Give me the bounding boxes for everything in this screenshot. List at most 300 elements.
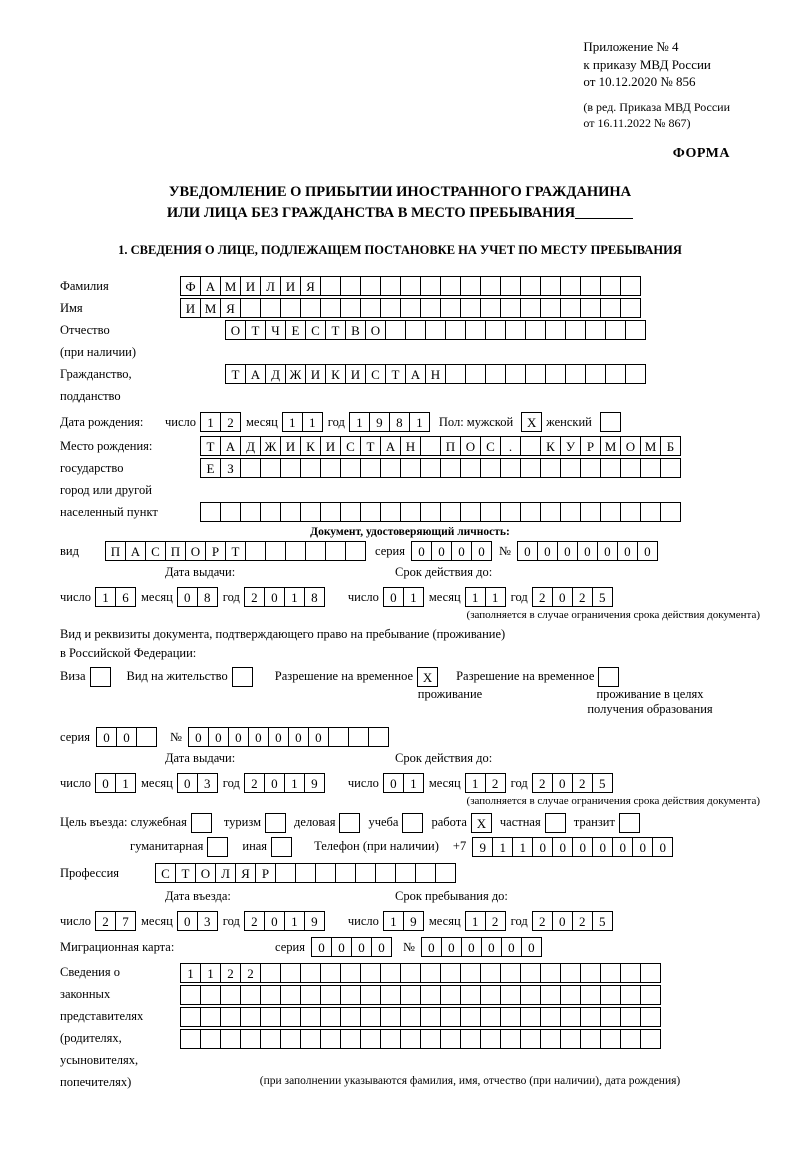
char-cell[interactable]: Л bbox=[260, 276, 281, 296]
birth-month-input[interactable] bbox=[282, 412, 322, 432]
char-cell[interactable] bbox=[440, 298, 461, 318]
char-cell[interactable]: 0 bbox=[441, 937, 462, 957]
char-cell[interactable]: 0 bbox=[371, 937, 392, 957]
char-cell[interactable]: 1 bbox=[465, 773, 486, 793]
char-cell[interactable] bbox=[460, 298, 481, 318]
permit-issue-month-input[interactable] bbox=[177, 773, 217, 793]
char-cell[interactable] bbox=[625, 364, 646, 384]
char-cell[interactable] bbox=[320, 985, 341, 1005]
char-cell[interactable]: 9 bbox=[304, 773, 325, 793]
char-cell[interactable]: 9 bbox=[369, 412, 390, 432]
birthplace-line-3-input[interactable] bbox=[200, 502, 680, 522]
char-cell[interactable] bbox=[640, 963, 661, 983]
char-cell[interactable]: 1 bbox=[383, 911, 404, 931]
char-cell[interactable] bbox=[545, 320, 566, 340]
char-cell[interactable] bbox=[380, 502, 401, 522]
char-cell[interactable] bbox=[240, 1029, 261, 1049]
char-cell[interactable]: 0 bbox=[95, 773, 116, 793]
char-cell[interactable] bbox=[520, 1029, 541, 1049]
char-cell[interactable] bbox=[625, 320, 646, 340]
legal-rep-line-3-input[interactable] bbox=[180, 1007, 660, 1027]
char-cell[interactable] bbox=[420, 502, 441, 522]
char-cell[interactable]: 0 bbox=[532, 837, 553, 857]
char-cell[interactable] bbox=[500, 276, 521, 296]
char-cell[interactable]: 0 bbox=[331, 937, 352, 957]
char-cell[interactable]: А bbox=[405, 364, 426, 384]
char-cell[interactable]: 0 bbox=[572, 837, 593, 857]
char-cell[interactable]: О bbox=[195, 863, 216, 883]
char-cell[interactable]: Р bbox=[255, 863, 276, 883]
char-cell[interactable]: В bbox=[345, 320, 366, 340]
char-cell[interactable] bbox=[560, 1007, 581, 1027]
char-cell[interactable]: 0 bbox=[521, 937, 542, 957]
char-cell[interactable]: 0 bbox=[96, 727, 117, 747]
char-cell[interactable]: М bbox=[600, 436, 621, 456]
char-cell[interactable] bbox=[260, 458, 281, 478]
char-cell[interactable]: 7 bbox=[115, 911, 136, 931]
char-cell[interactable]: 2 bbox=[220, 963, 241, 983]
char-cell[interactable] bbox=[580, 458, 601, 478]
char-cell[interactable]: 2 bbox=[485, 911, 506, 931]
char-cell[interactable]: 1 bbox=[200, 963, 221, 983]
char-cell[interactable]: С bbox=[145, 541, 166, 561]
char-cell[interactable]: 0 bbox=[552, 837, 573, 857]
char-cell[interactable]: 0 bbox=[268, 727, 289, 747]
char-cell[interactable]: Т bbox=[225, 364, 246, 384]
char-cell[interactable]: Т bbox=[225, 541, 246, 561]
legal-rep-line-4-input[interactable] bbox=[180, 1029, 660, 1049]
char-cell[interactable] bbox=[340, 1007, 361, 1027]
char-cell[interactable] bbox=[440, 276, 461, 296]
purpose-tourism-checkbox[interactable] bbox=[265, 813, 286, 833]
char-cell[interactable]: 0 bbox=[552, 587, 573, 607]
char-cell[interactable]: 2 bbox=[572, 587, 593, 607]
char-cell[interactable] bbox=[260, 502, 281, 522]
char-cell[interactable]: 0 bbox=[637, 541, 658, 561]
char-cell[interactable]: С bbox=[480, 436, 501, 456]
char-cell[interactable] bbox=[605, 320, 626, 340]
char-cell[interactable]: 1 bbox=[284, 773, 305, 793]
patronymic-input[interactable] bbox=[225, 320, 645, 340]
mc-number-input[interactable] bbox=[421, 937, 541, 957]
char-cell[interactable]: 8 bbox=[389, 412, 410, 432]
char-cell[interactable]: 2 bbox=[572, 911, 593, 931]
char-cell[interactable] bbox=[600, 298, 621, 318]
purpose-transit-checkbox[interactable] bbox=[619, 813, 640, 833]
char-cell[interactable]: 3 bbox=[197, 773, 218, 793]
char-cell[interactable]: Ч bbox=[265, 320, 286, 340]
char-cell[interactable] bbox=[620, 502, 641, 522]
char-cell[interactable]: О bbox=[620, 436, 641, 456]
char-cell[interactable]: 0 bbox=[411, 541, 432, 561]
char-cell[interactable] bbox=[420, 458, 441, 478]
char-cell[interactable]: Н bbox=[425, 364, 446, 384]
char-cell[interactable] bbox=[340, 458, 361, 478]
char-cell[interactable]: 1 bbox=[284, 587, 305, 607]
residence-permit-checkbox[interactable] bbox=[232, 667, 253, 687]
char-cell[interactable]: Е bbox=[200, 458, 221, 478]
char-cell[interactable]: 0 bbox=[228, 727, 249, 747]
char-cell[interactable] bbox=[348, 727, 369, 747]
char-cell[interactable] bbox=[240, 1007, 261, 1027]
char-cell[interactable] bbox=[300, 1029, 321, 1049]
char-cell[interactable] bbox=[440, 502, 461, 522]
char-cell[interactable] bbox=[360, 276, 381, 296]
char-cell[interactable] bbox=[420, 963, 441, 983]
char-cell[interactable] bbox=[420, 985, 441, 1005]
purpose-work-checkbox[interactable]: X bbox=[471, 813, 492, 833]
char-cell[interactable] bbox=[325, 541, 346, 561]
char-cell[interactable]: 2 bbox=[244, 773, 265, 793]
char-cell[interactable]: 2 bbox=[572, 773, 593, 793]
char-cell[interactable] bbox=[640, 985, 661, 1005]
char-cell[interactable] bbox=[440, 985, 461, 1005]
char-cell[interactable] bbox=[500, 502, 521, 522]
char-cell[interactable] bbox=[400, 458, 421, 478]
char-cell[interactable] bbox=[500, 963, 521, 983]
char-cell[interactable]: 2 bbox=[532, 773, 553, 793]
visa-checkbox[interactable] bbox=[90, 667, 111, 687]
char-cell[interactable]: 0 bbox=[421, 937, 442, 957]
char-cell[interactable] bbox=[340, 985, 361, 1005]
char-cell[interactable]: К bbox=[540, 436, 561, 456]
char-cell[interactable]: 0 bbox=[383, 773, 404, 793]
char-cell[interactable]: С bbox=[305, 320, 326, 340]
char-cell[interactable]: 0 bbox=[617, 541, 638, 561]
char-cell[interactable]: 1 bbox=[200, 412, 221, 432]
char-cell[interactable]: И bbox=[180, 298, 201, 318]
char-cell[interactable]: 0 bbox=[557, 541, 578, 561]
char-cell[interactable] bbox=[300, 985, 321, 1005]
char-cell[interactable]: 0 bbox=[552, 773, 573, 793]
char-cell[interactable]: А bbox=[220, 436, 241, 456]
char-cell[interactable] bbox=[420, 276, 441, 296]
char-cell[interactable]: 6 bbox=[115, 587, 136, 607]
doc-valid-day-input[interactable] bbox=[383, 587, 423, 607]
char-cell[interactable] bbox=[520, 436, 541, 456]
char-cell[interactable]: А bbox=[380, 436, 401, 456]
char-cell[interactable] bbox=[565, 320, 586, 340]
char-cell[interactable]: 0 bbox=[351, 937, 372, 957]
char-cell[interactable] bbox=[560, 458, 581, 478]
char-cell[interactable] bbox=[600, 502, 621, 522]
char-cell[interactable] bbox=[620, 458, 641, 478]
char-cell[interactable]: 0 bbox=[577, 541, 598, 561]
char-cell[interactable] bbox=[640, 458, 661, 478]
doc-series-input[interactable] bbox=[411, 541, 491, 561]
char-cell[interactable] bbox=[380, 1007, 401, 1027]
permit-valid-day-input[interactable] bbox=[383, 773, 423, 793]
char-cell[interactable] bbox=[520, 502, 541, 522]
doc-number-input[interactable] bbox=[517, 541, 657, 561]
char-cell[interactable]: П bbox=[440, 436, 461, 456]
char-cell[interactable] bbox=[560, 502, 581, 522]
char-cell[interactable] bbox=[380, 1029, 401, 1049]
char-cell[interactable]: Я bbox=[235, 863, 256, 883]
entry-year-input[interactable] bbox=[244, 911, 324, 931]
char-cell[interactable] bbox=[405, 320, 426, 340]
char-cell[interactable]: 1 bbox=[492, 837, 513, 857]
birth-year-input[interactable] bbox=[349, 412, 429, 432]
char-cell[interactable]: М bbox=[640, 436, 661, 456]
char-cell[interactable] bbox=[520, 963, 541, 983]
char-cell[interactable] bbox=[540, 502, 561, 522]
char-cell[interactable]: 9 bbox=[472, 837, 493, 857]
char-cell[interactable]: 0 bbox=[431, 541, 452, 561]
char-cell[interactable] bbox=[480, 963, 501, 983]
char-cell[interactable] bbox=[340, 298, 361, 318]
name-input[interactable] bbox=[180, 298, 640, 318]
char-cell[interactable] bbox=[525, 320, 546, 340]
char-cell[interactable] bbox=[300, 298, 321, 318]
char-cell[interactable] bbox=[200, 1007, 221, 1027]
char-cell[interactable] bbox=[520, 298, 541, 318]
char-cell[interactable]: М bbox=[220, 276, 241, 296]
char-cell[interactable] bbox=[505, 320, 526, 340]
char-cell[interactable] bbox=[465, 320, 486, 340]
permit-issue-year-input[interactable] bbox=[244, 773, 324, 793]
char-cell[interactable]: 0 bbox=[652, 837, 673, 857]
char-cell[interactable] bbox=[485, 364, 506, 384]
doc-issue-day-input[interactable] bbox=[95, 587, 135, 607]
stay-month-input[interactable] bbox=[465, 911, 505, 931]
char-cell[interactable] bbox=[380, 298, 401, 318]
char-cell[interactable]: Ф bbox=[180, 276, 201, 296]
char-cell[interactable] bbox=[395, 863, 416, 883]
char-cell[interactable]: 2 bbox=[240, 963, 261, 983]
char-cell[interactable]: Т bbox=[245, 320, 266, 340]
char-cell[interactable] bbox=[485, 320, 506, 340]
char-cell[interactable]: 0 bbox=[481, 937, 502, 957]
purpose-other-checkbox[interactable] bbox=[271, 837, 292, 857]
char-cell[interactable] bbox=[320, 963, 341, 983]
char-cell[interactable]: 2 bbox=[532, 911, 553, 931]
char-cell[interactable] bbox=[460, 1029, 481, 1049]
char-cell[interactable] bbox=[440, 1029, 461, 1049]
char-cell[interactable] bbox=[500, 985, 521, 1005]
char-cell[interactable] bbox=[660, 458, 681, 478]
char-cell[interactable]: 0 bbox=[501, 937, 522, 957]
char-cell[interactable] bbox=[640, 502, 661, 522]
char-cell[interactable] bbox=[280, 1029, 301, 1049]
char-cell[interactable] bbox=[460, 1007, 481, 1027]
char-cell[interactable]: 0 bbox=[451, 541, 472, 561]
char-cell[interactable] bbox=[565, 364, 586, 384]
char-cell[interactable]: И bbox=[240, 276, 261, 296]
phone-input[interactable] bbox=[472, 837, 672, 857]
char-cell[interactable] bbox=[180, 1007, 201, 1027]
char-cell[interactable] bbox=[525, 364, 546, 384]
char-cell[interactable] bbox=[600, 963, 621, 983]
birth-day-input[interactable] bbox=[200, 412, 240, 432]
char-cell[interactable] bbox=[600, 1029, 621, 1049]
char-cell[interactable] bbox=[260, 1007, 281, 1027]
char-cell[interactable]: 1 bbox=[512, 837, 533, 857]
char-cell[interactable] bbox=[385, 320, 406, 340]
char-cell[interactable]: 1 bbox=[284, 911, 305, 931]
char-cell[interactable]: 2 bbox=[95, 911, 116, 931]
char-cell[interactable] bbox=[380, 276, 401, 296]
char-cell[interactable] bbox=[620, 1007, 641, 1027]
char-cell[interactable] bbox=[415, 863, 436, 883]
char-cell[interactable] bbox=[340, 963, 361, 983]
char-cell[interactable] bbox=[360, 1029, 381, 1049]
purpose-service-checkbox[interactable] bbox=[191, 813, 212, 833]
char-cell[interactable] bbox=[560, 963, 581, 983]
char-cell[interactable]: О bbox=[365, 320, 386, 340]
char-cell[interactable]: О bbox=[185, 541, 206, 561]
char-cell[interactable]: Ж bbox=[285, 364, 306, 384]
char-cell[interactable]: 0 bbox=[177, 911, 198, 931]
char-cell[interactable] bbox=[220, 1007, 241, 1027]
char-cell[interactable]: 1 bbox=[180, 963, 201, 983]
char-cell[interactable]: 3 bbox=[197, 911, 218, 931]
char-cell[interactable] bbox=[240, 458, 261, 478]
temp-residence-checkbox[interactable]: X bbox=[417, 667, 438, 687]
char-cell[interactable]: 2 bbox=[244, 911, 265, 931]
char-cell[interactable] bbox=[420, 1007, 441, 1027]
char-cell[interactable] bbox=[540, 276, 561, 296]
char-cell[interactable]: Т bbox=[325, 320, 346, 340]
purpose-private-checkbox[interactable] bbox=[545, 813, 566, 833]
char-cell[interactable]: 1 bbox=[403, 587, 424, 607]
permit-issue-day-input[interactable] bbox=[95, 773, 135, 793]
char-cell[interactable] bbox=[380, 963, 401, 983]
char-cell[interactable] bbox=[275, 863, 296, 883]
char-cell[interactable] bbox=[400, 985, 421, 1005]
purpose-study-checkbox[interactable] bbox=[402, 813, 423, 833]
char-cell[interactable]: Д bbox=[265, 364, 286, 384]
char-cell[interactable] bbox=[540, 298, 561, 318]
char-cell[interactable] bbox=[285, 541, 306, 561]
char-cell[interactable] bbox=[180, 985, 201, 1005]
doc-valid-year-input[interactable] bbox=[532, 587, 612, 607]
char-cell[interactable]: 0 bbox=[597, 541, 618, 561]
char-cell[interactable] bbox=[400, 1029, 421, 1049]
char-cell[interactable]: 0 bbox=[177, 587, 198, 607]
char-cell[interactable]: 9 bbox=[304, 911, 325, 931]
char-cell[interactable]: 1 bbox=[409, 412, 430, 432]
char-cell[interactable] bbox=[320, 458, 341, 478]
char-cell[interactable] bbox=[605, 364, 626, 384]
char-cell[interactable]: С bbox=[155, 863, 176, 883]
char-cell[interactable] bbox=[340, 276, 361, 296]
char-cell[interactable] bbox=[300, 1007, 321, 1027]
char-cell[interactable] bbox=[465, 364, 486, 384]
char-cell[interactable] bbox=[560, 1029, 581, 1049]
char-cell[interactable]: Т bbox=[385, 364, 406, 384]
char-cell[interactable]: А bbox=[245, 364, 266, 384]
char-cell[interactable]: 0 bbox=[632, 837, 653, 857]
char-cell[interactable]: С bbox=[340, 436, 361, 456]
char-cell[interactable] bbox=[280, 985, 301, 1005]
char-cell[interactable]: М bbox=[200, 298, 221, 318]
char-cell[interactable]: Р bbox=[205, 541, 226, 561]
stay-day-input[interactable] bbox=[383, 911, 423, 931]
char-cell[interactable]: 1 bbox=[302, 412, 323, 432]
char-cell[interactable] bbox=[540, 1007, 561, 1027]
char-cell[interactable] bbox=[520, 985, 541, 1005]
char-cell[interactable]: П bbox=[105, 541, 126, 561]
char-cell[interactable] bbox=[280, 963, 301, 983]
char-cell[interactable] bbox=[220, 1029, 241, 1049]
char-cell[interactable] bbox=[600, 276, 621, 296]
char-cell[interactable] bbox=[368, 727, 389, 747]
char-cell[interactable] bbox=[280, 502, 301, 522]
char-cell[interactable] bbox=[545, 364, 566, 384]
permit-series-input[interactable] bbox=[96, 727, 156, 747]
char-cell[interactable] bbox=[600, 1007, 621, 1027]
char-cell[interactable]: 5 bbox=[592, 773, 613, 793]
char-cell[interactable] bbox=[580, 1029, 601, 1049]
char-cell[interactable]: Л bbox=[215, 863, 236, 883]
char-cell[interactable]: У bbox=[560, 436, 581, 456]
char-cell[interactable] bbox=[425, 320, 446, 340]
char-cell[interactable] bbox=[480, 1029, 501, 1049]
char-cell[interactable] bbox=[640, 1007, 661, 1027]
char-cell[interactable] bbox=[300, 502, 321, 522]
char-cell[interactable]: О bbox=[460, 436, 481, 456]
char-cell[interactable]: 0 bbox=[264, 911, 285, 931]
char-cell[interactable]: Е bbox=[285, 320, 306, 340]
char-cell[interactable] bbox=[500, 458, 521, 478]
birthplace-line-1-input[interactable] bbox=[200, 436, 680, 456]
char-cell[interactable] bbox=[400, 298, 421, 318]
char-cell[interactable] bbox=[560, 276, 581, 296]
char-cell[interactable] bbox=[600, 458, 621, 478]
char-cell[interactable]: Б bbox=[660, 436, 681, 456]
char-cell[interactable]: Т bbox=[175, 863, 196, 883]
char-cell[interactable] bbox=[320, 298, 341, 318]
char-cell[interactable] bbox=[580, 298, 601, 318]
char-cell[interactable] bbox=[136, 727, 157, 747]
char-cell[interactable]: 5 bbox=[592, 587, 613, 607]
char-cell[interactable] bbox=[360, 963, 381, 983]
char-cell[interactable] bbox=[560, 985, 581, 1005]
purpose-business-checkbox[interactable] bbox=[339, 813, 360, 833]
char-cell[interactable] bbox=[480, 276, 501, 296]
char-cell[interactable] bbox=[400, 502, 421, 522]
char-cell[interactable] bbox=[400, 1007, 421, 1027]
char-cell[interactable] bbox=[460, 963, 481, 983]
mc-series-input[interactable] bbox=[311, 937, 391, 957]
char-cell[interactable] bbox=[440, 458, 461, 478]
legal-rep-line-2-input[interactable] bbox=[180, 985, 660, 1005]
char-cell[interactable]: Т bbox=[360, 436, 381, 456]
char-cell[interactable]: Я bbox=[220, 298, 241, 318]
char-cell[interactable] bbox=[420, 436, 441, 456]
char-cell[interactable] bbox=[580, 276, 601, 296]
char-cell[interactable]: А bbox=[125, 541, 146, 561]
char-cell[interactable] bbox=[260, 963, 281, 983]
char-cell[interactable] bbox=[360, 985, 381, 1005]
char-cell[interactable] bbox=[560, 298, 581, 318]
char-cell[interactable]: Д bbox=[240, 436, 261, 456]
char-cell[interactable] bbox=[445, 364, 466, 384]
char-cell[interactable]: 0 bbox=[264, 773, 285, 793]
char-cell[interactable] bbox=[500, 298, 521, 318]
char-cell[interactable] bbox=[200, 1029, 221, 1049]
char-cell[interactable]: 8 bbox=[304, 587, 325, 607]
char-cell[interactable] bbox=[480, 458, 501, 478]
char-cell[interactable]: 0 bbox=[461, 937, 482, 957]
char-cell[interactable] bbox=[620, 1029, 641, 1049]
permit-valid-month-input[interactable] bbox=[465, 773, 505, 793]
char-cell[interactable] bbox=[505, 364, 526, 384]
char-cell[interactable]: 0 bbox=[612, 837, 633, 857]
char-cell[interactable] bbox=[500, 1007, 521, 1027]
char-cell[interactable] bbox=[420, 1029, 441, 1049]
